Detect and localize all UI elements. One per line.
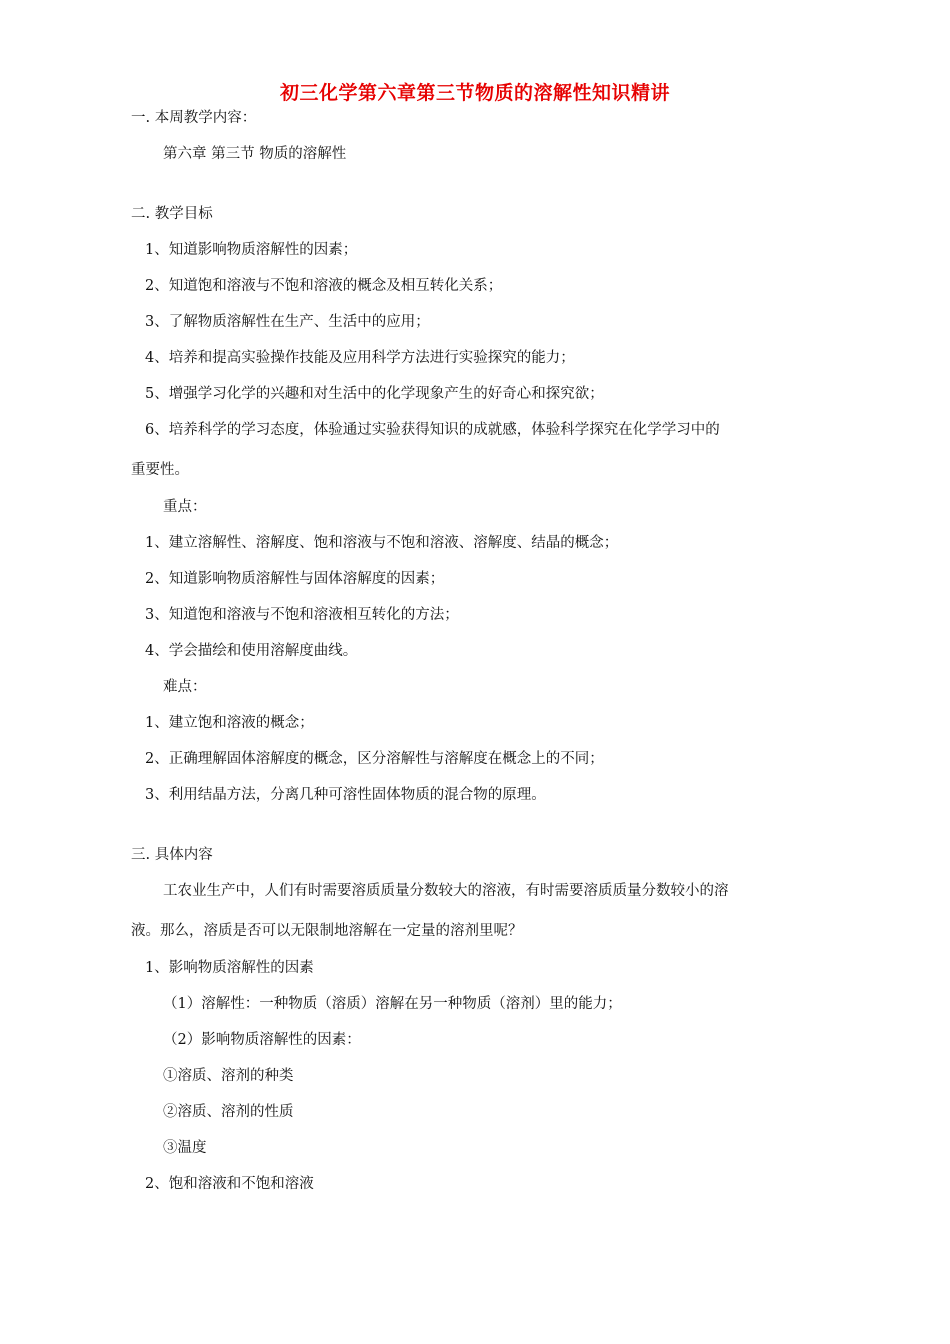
document-title: 初三化学第六章第三节物质的溶解性知识精讲 — [279, 82, 670, 104]
section-1-heading: 一. 本周教学内容： — [131, 110, 257, 126]
difficult-point-item: 2、正确理解固体溶解度的概念，区分溶解性与溶解度在概念上的不同； — [145, 751, 604, 767]
key-point-item: 4、学会描绘和使用溶解度曲线。 — [145, 643, 358, 659]
factor-item: ②溶质、溶剂的性质 — [163, 1104, 294, 1120]
intro-paragraph-line-2: 液。那么，溶质是否可以无限制地溶解在一定量的溶剂里呢？ — [131, 923, 523, 939]
key-points-label: 重点： — [163, 499, 207, 515]
goal-item-continuation: 重要性。 — [131, 462, 189, 478]
factor-item: ③温度 — [163, 1140, 207, 1156]
section-2-heading: 二. 教学目标 — [131, 206, 213, 222]
goal-item: 3、了解物质溶解性在生产、生活中的应用； — [145, 314, 430, 330]
content-subpoint-2: （2）影响物质溶解性的因素： — [163, 1032, 361, 1048]
key-point-item: 1、建立溶解性、溶解度、饱和溶液与不饱和溶液、溶解度、结晶的概念； — [145, 535, 619, 551]
content-point-2: 2、饱和溶液和不饱和溶液 — [145, 1176, 314, 1192]
section-3-heading: 三. 具体内容 — [131, 847, 213, 863]
content-subpoint-1: （1）溶解性：一种物质（溶质）溶解在另一种物质（溶剂）里的能力； — [163, 996, 622, 1012]
section-1-content: 第六章 第三节 物质的溶解性 — [163, 146, 347, 162]
difficult-point-item: 3、利用结晶方法，分离几种可溶性固体物质的混合物的原理。 — [145, 787, 546, 803]
goal-item: 6、培养科学的学习态度，体验通过实验获得知识的成就感，体验科学探究在化学学习中的 — [145, 422, 720, 438]
goal-item: 4、培养和提高实验操作技能及应用科学方法进行实验探究的能力； — [145, 350, 575, 366]
key-point-item: 2、知道影响物质溶解性与固体溶解度的因素； — [145, 571, 445, 587]
difficult-point-item: 1、建立饱和溶液的概念； — [145, 715, 314, 731]
factor-item: ①溶质、溶剂的种类 — [163, 1068, 294, 1084]
goal-item: 1、知道影响物质溶解性的因素； — [145, 242, 358, 258]
difficult-points-label: 难点： — [163, 679, 207, 695]
goal-item: 2、知道饱和溶液与不饱和溶液的概念及相互转化关系； — [145, 278, 503, 294]
goal-item: 5、增强学习化学的兴趣和对生活中的化学现象产生的好奇心和探究欲； — [145, 386, 604, 402]
key-point-item: 3、知道饱和溶液与不饱和溶液相互转化的方法； — [145, 607, 459, 623]
content-point-1: 1、影响物质溶解性的因素 — [145, 960, 314, 976]
intro-paragraph-line-1: 工农业生产中，人们有时需要溶质质量分数较大的溶液，有时需要溶质质量分数较小的溶 — [163, 883, 729, 899]
